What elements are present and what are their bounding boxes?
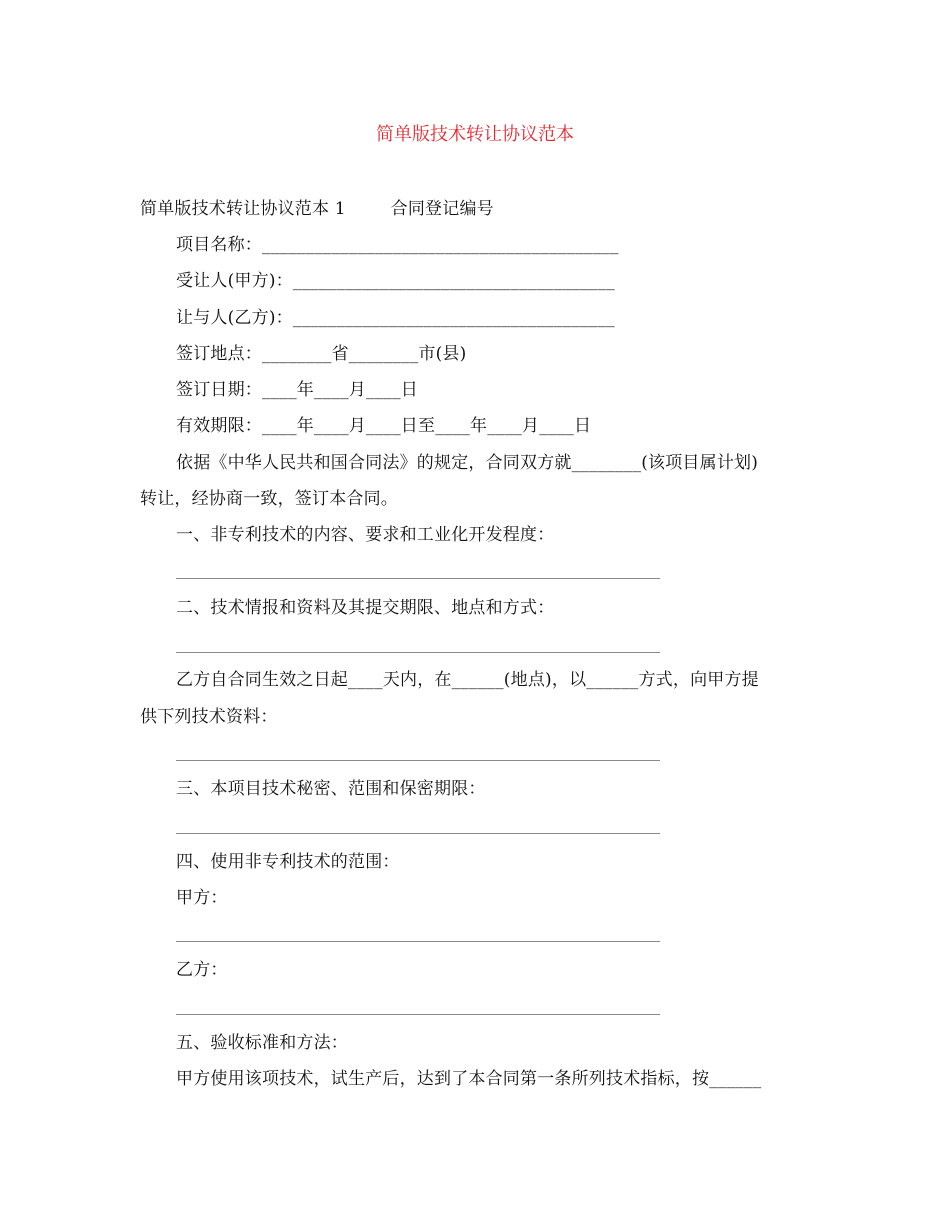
- fill-rule: [176, 652, 660, 653]
- section-1-heading: 一、非专利技术的内容、要求和工业化开发程度：: [176, 525, 555, 545]
- section-2-heading: 二、技术情报和资料及其提交期限、地点和方式：: [176, 598, 555, 618]
- basis-paragraph-line1: 依据《中华人民共和国合同法》的规定，合同双方就________(该项目属计划): [176, 453, 759, 473]
- transferee-line: 受让人(甲方)：_____________________________________: [176, 271, 615, 291]
- fill-rule: [176, 833, 660, 834]
- party-b-label: 乙方：: [176, 960, 228, 980]
- fill-rule: [176, 578, 660, 579]
- delivery-paragraph-line1: 乙方自合同生效之日起____天内，在______(地点)，以______方式，向甲方提: [176, 670, 759, 690]
- heading-line: 简单版技术转让协议范本 1 合同登记编号: [140, 199, 494, 219]
- delivery-paragraph-line2: 供下列技术资料：: [140, 707, 278, 727]
- acceptance-paragraph-line: 甲方使用该项技术，试生产后，达到了本合同第一条所列技术指标，按______: [176, 1069, 762, 1089]
- valid-period-line: 有效期限：____年____月____日至____年____月____日: [176, 416, 592, 436]
- basis-paragraph-line2: 转让，经协商一致，签订本合同。: [140, 489, 398, 509]
- party-a-label: 甲方：: [176, 888, 228, 908]
- section-5-heading: 五、验收标准和方法：: [176, 1033, 348, 1053]
- fill-rule: [176, 1014, 660, 1015]
- transferor-line: 让与人(乙方)：_____________________________________: [176, 308, 615, 328]
- fill-rule: [176, 941, 660, 942]
- sign-date-line: 签订日期：____年____月____日: [176, 380, 418, 400]
- fill-rule: [176, 760, 660, 761]
- document-title: 简单版技术转让协议范本: [376, 124, 574, 145]
- section-4-heading: 四、使用非专利技术的范围：: [176, 852, 400, 872]
- sign-place-line: 签订地点：________省________市(县): [176, 344, 467, 364]
- project-name-line: 项目名称：_________________________________________: [176, 235, 619, 255]
- section-3-heading: 三、本项目技术秘密、范围和保密期限：: [176, 779, 486, 799]
